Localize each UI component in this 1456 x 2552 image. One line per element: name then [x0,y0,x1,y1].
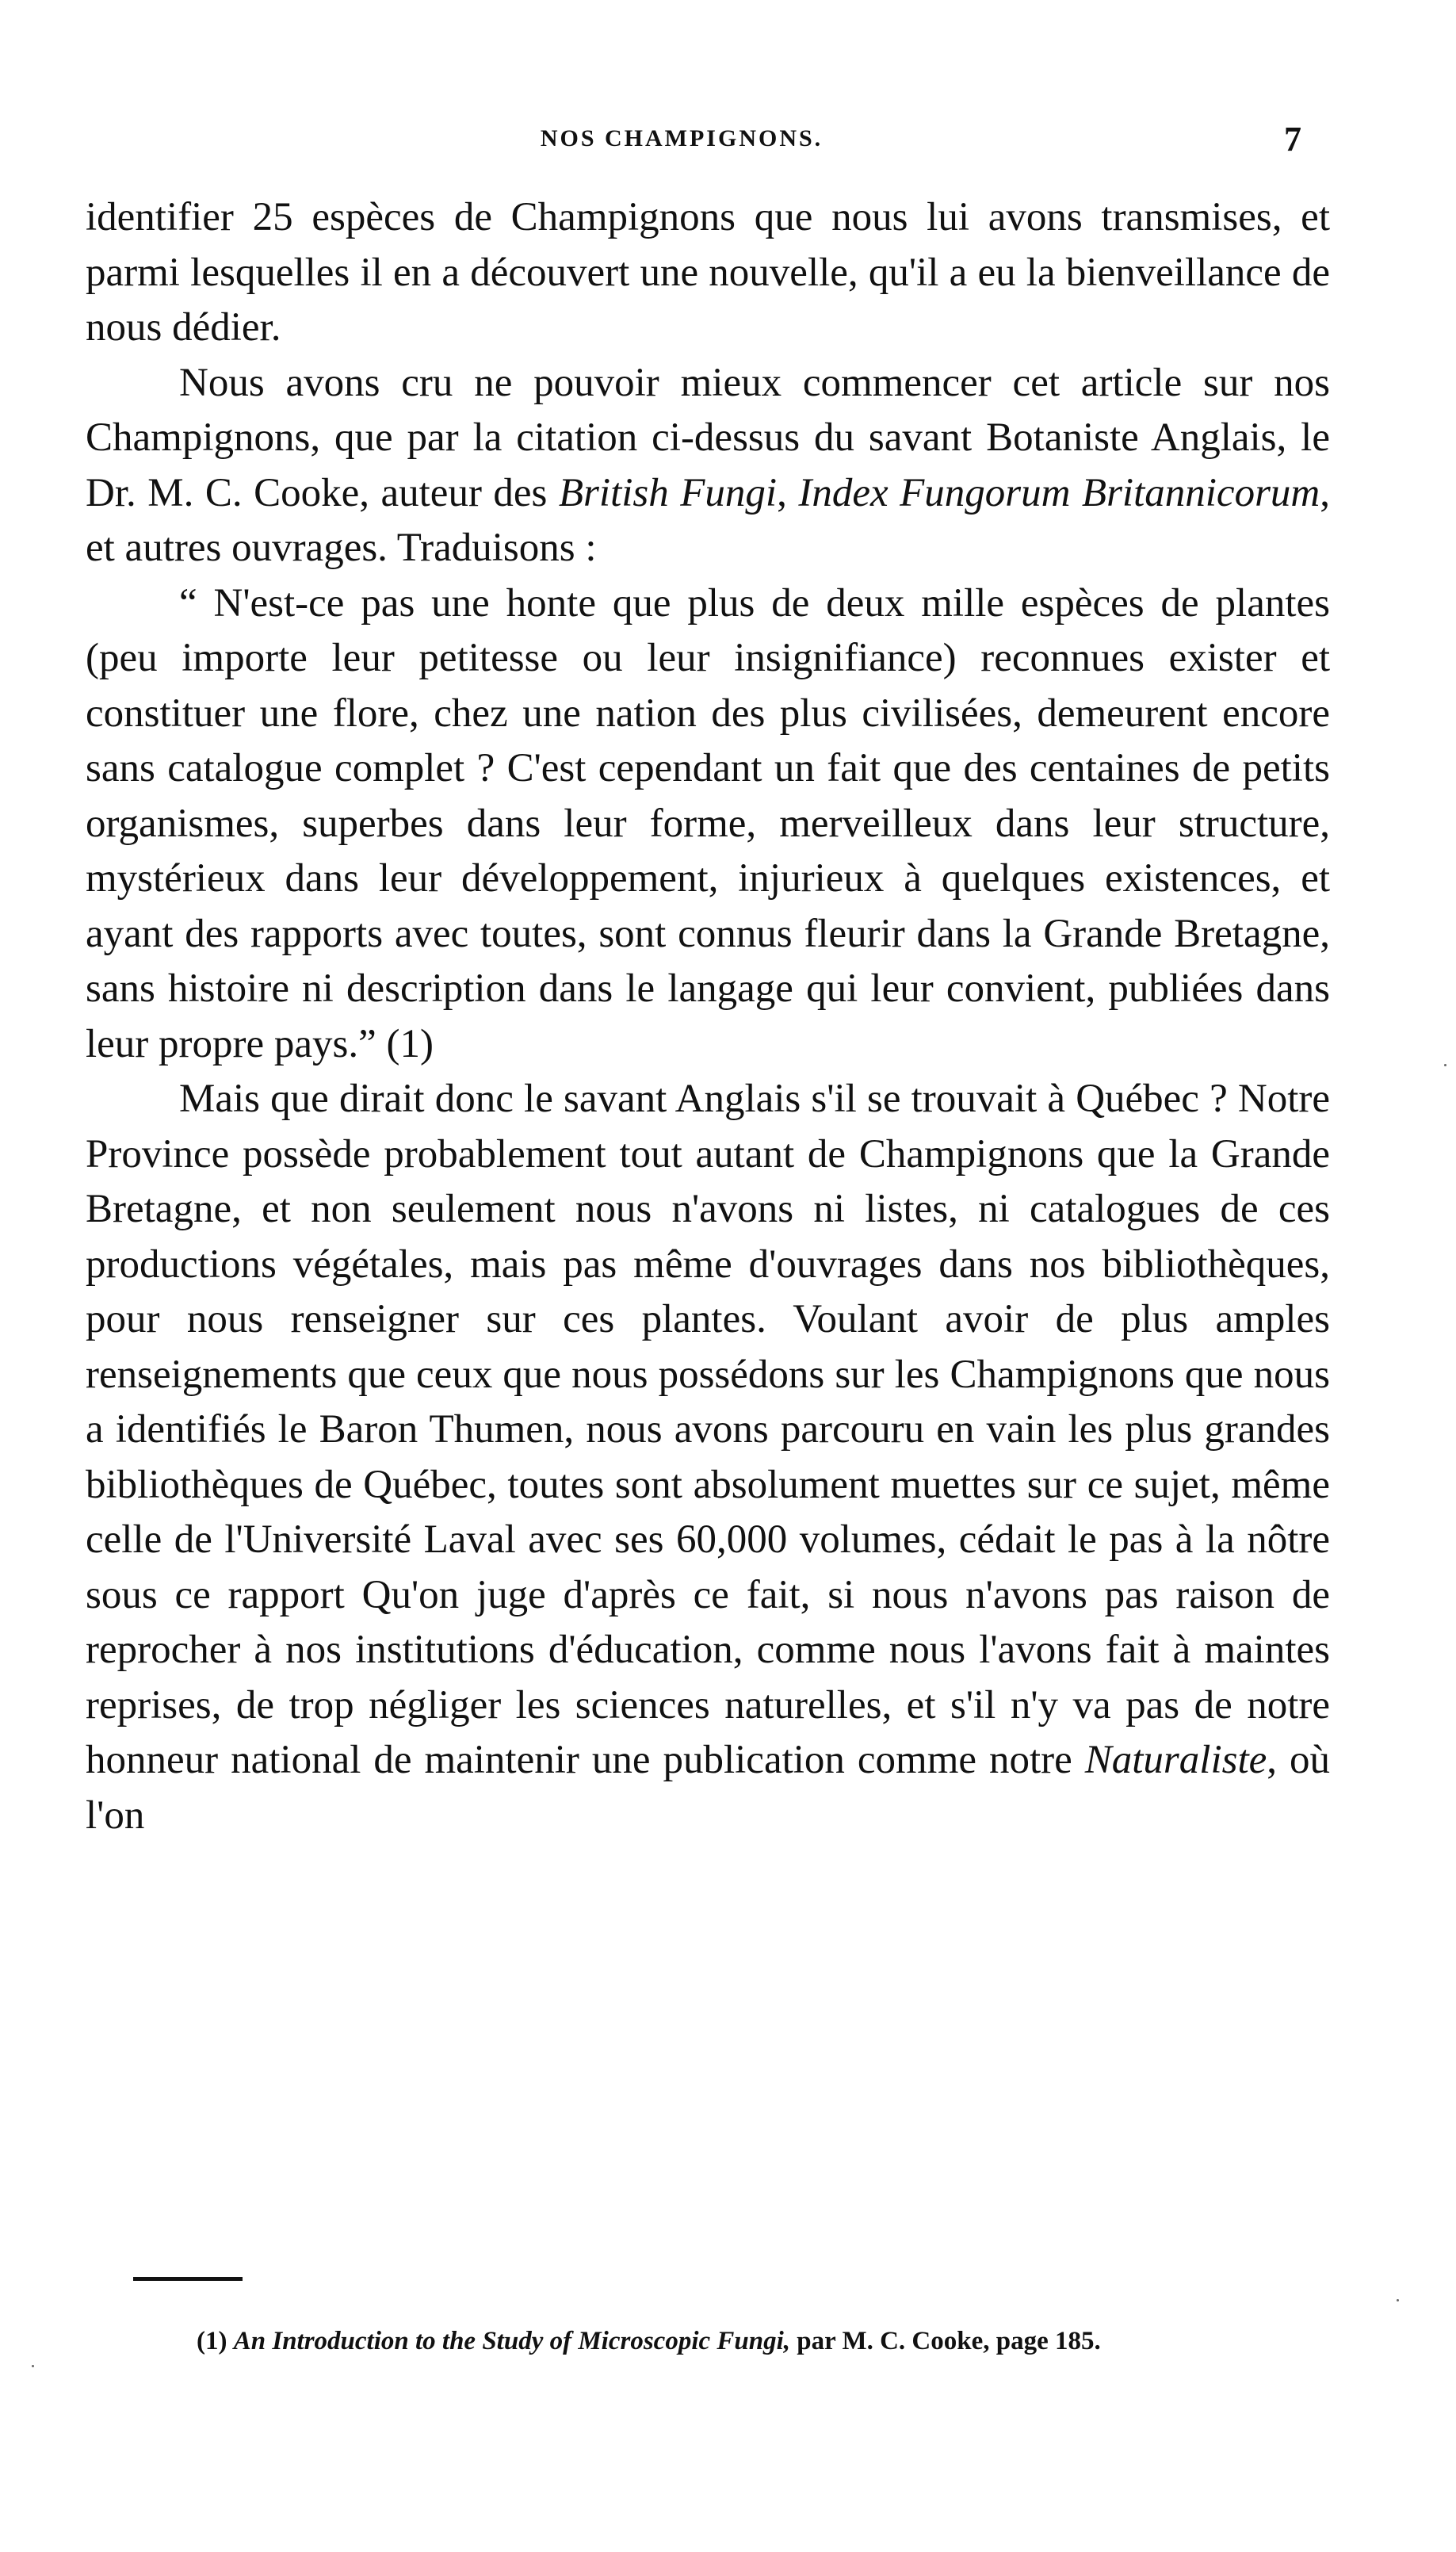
quotation-text: “ N'est-ce pas une honte que plus de deux mille espèces de plantes (peu importe leur petitesse ou leur insignifiance) reconnues exister et constituer une flore, chez une nation des plus civilisées, demeurent encore sans catalogue complet ? C'est cependant un fait que des centaines de petits organismes, superbes dans leur forme, merveilleux dans leur structure, mystérieux dans leur développement, injurieux à quelques existences, et ayant des rapports avec toutes, sont connus fleurir dans la Grande Bretagne, sans histoire ni description dans le langage qui leur convient, publiées dans leur propre pays.” (1) [86,580,1330,1066]
paragraph-quotation [86,576,1330,1073]
paragraph-text: Nous avons cru ne pouvoir mieux commencer cet article sur nos Champignons, que par la citation ci-dessus du savant Botaniste Anglais, le Dr. M. C. Cooke, auteur des [86,360,1330,515]
footnote-marker: (1) [197,2327,227,2355]
separator-text: , [777,470,799,515]
footnote-rule [133,2277,243,2281]
footnote-book-title: An Introduction to the Study of Microscopic Fungi, [233,2327,791,2355]
paragraph-commentary [86,1072,1330,1843]
book-title: Index Fungorum Britannicorum [798,470,1320,515]
journal-title: Naturaliste [1084,1738,1267,1782]
paragraph-intro [86,356,1330,576]
body-text [86,190,1330,1843]
paper-speck [32,2365,34,2367]
paragraph-text: Mais que dirait donc le savant Anglais s'il se trouvait à Québec ? Notre Province possède probablement tout autant de Champignons que la Grande Bretagne, et non seulement nous n'avons ni listes, ni catalogues de ces productions végétales, mais pas même d'ouvrages dans nos bibliothèques, pour nous renseigner sur ces plantes. Voulant avoir de plus amples renseignements que ceux que nous possédons sur les Champignons que nous a identifiés le Baron Thumen, nous avons parcouru en vain les plus grandes bibliothèques de Québec, toutes sont absolument muettes sur ce sujet, même celle de l'Université Laval avec ses 60,000 volumes, cédait le pas à la nôtre sous ce rapport Qu'on juge d'après ce fait, si nous n'avons pas raison de reprocher à nos institutions d'éducation, comme nous l'avons fait à maintes reprises, de trop négliger les sciences naturelles, et s'il n'y va pas de notre honneur national de maintenir une publication comme notre [86,1077,1330,1782]
paragraph-text: , où l'on [86,1738,1331,1838]
running-head [0,119,1456,166]
book-title: British Fungi [558,470,778,515]
running-title: NOS CHAMPIGNONS. [540,125,824,151]
paragraph-text: , et autres ouvrages. Traduisons : [86,470,1330,570]
paper-speck [1397,2299,1399,2301]
footnote-text: par M. C. Cooke, page 185. [790,2327,1101,2355]
paper-speck [1444,1064,1446,1066]
paragraph-continuation [86,190,1330,356]
paragraph-text: identifier 25 espèces de Champignons que nous lui avons transmises, et parmi lesquelles il en a découvert une nouvelle, qu'il a eu la bienveillance de nous dédier. [86,195,1330,350]
footnote [133,2321,1338,2361]
page-number: 7 [1284,120,1301,159]
